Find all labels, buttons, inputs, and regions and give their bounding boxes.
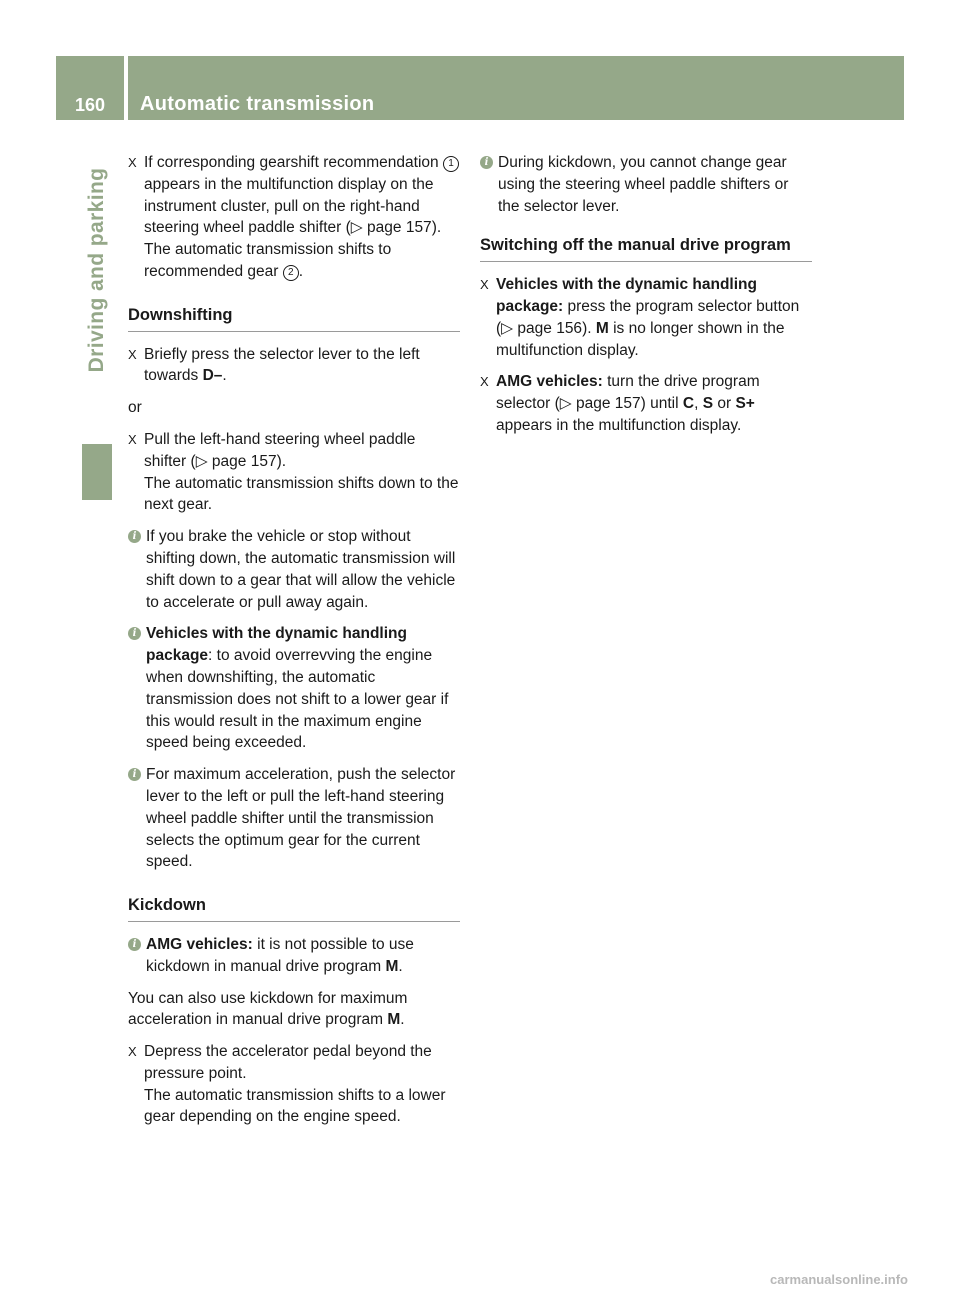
page-ref-link[interactable]: page 157 (575, 395, 641, 413)
instruction-step (128, 344, 460, 388)
step-text: ). (431, 219, 442, 237)
left-column (128, 152, 460, 1138)
program-label: C (682, 395, 695, 413)
chapter-marker-block (82, 444, 112, 500)
program-label: S (702, 395, 714, 413)
step-text: ) until (640, 395, 683, 413)
callout-badge: 1 (443, 156, 459, 172)
callout-badge: 2 (283, 265, 299, 281)
page-ref-link[interactable]: page 156 (517, 319, 583, 337)
step-result: The automatic transmission shifts to recommended gear (144, 241, 392, 280)
program-label: M (595, 319, 609, 337)
or-separator: or (128, 399, 142, 417)
step-text: is no longer shown in the multifunction display. (496, 319, 785, 359)
page-ref-link[interactable]: page 157 (211, 452, 277, 470)
instruction-step (480, 274, 812, 361)
step-bold-text: Vehicles with the dynamic handling package: (496, 276, 757, 315)
info-note (128, 934, 460, 978)
info-icon: i (128, 530, 141, 543)
section-title: Automatic transmission (140, 93, 375, 115)
body-text: . (400, 1011, 405, 1029)
info-icon: i (128, 938, 141, 951)
heading-switching-off: Switching off the manual drive program (480, 235, 812, 262)
step-marker-icon: X (128, 431, 137, 447)
step-bold-text: AMG vehicles: (496, 373, 603, 391)
info-bold-text: AMG vehicles: (146, 935, 253, 953)
page-ref-arrow-icon: ▷ (350, 219, 363, 237)
step-text: Depress the accelerator pedal beyond the pressure point. (144, 1043, 432, 1082)
step-result: The automatic transmission shifts to a lower gear depending on the engine speed. (144, 1086, 446, 1126)
step-text: . (298, 262, 304, 280)
step-marker-icon: X (128, 155, 137, 170)
watermark-footer: carmanualsonline.info (770, 1272, 908, 1287)
instruction-step (128, 429, 460, 516)
info-note (128, 623, 460, 754)
section-header-bar (128, 56, 904, 120)
body-paragraph (128, 988, 460, 1032)
step-text: , (694, 395, 703, 413)
info-text: For maximum acceleration, push the selector lever to the left or pull the left-hand steering wheel paddle shifter until the transmission selects the optimum gear for the current speed. (146, 766, 456, 871)
body-text: You can also use kickdown for maximum acceleration in manual drive program (128, 989, 408, 1029)
right-column (480, 152, 812, 447)
program-label: M (387, 1011, 401, 1029)
info-text: . (398, 957, 403, 975)
page-ref-link[interactable]: page 157 (367, 219, 432, 237)
step-text: ). (276, 452, 287, 470)
info-icon: i (128, 768, 141, 781)
page-number: 160 (74, 95, 106, 115)
step-marker-icon: X (128, 1044, 137, 1060)
info-note (128, 764, 460, 873)
heading-downshifting: Downshifting (128, 305, 460, 332)
page-number-box (56, 56, 124, 120)
step-marker-icon: X (480, 277, 489, 293)
info-note (480, 152, 812, 217)
step-text: Pull the left-hand steering wheel paddle shifter ( (144, 430, 416, 470)
step-result: The automatic transmission shifts down to the next gear. (144, 474, 459, 514)
instruction-step (128, 152, 460, 283)
page-ref-arrow-icon: ▷ (501, 319, 514, 337)
page-ref-arrow-icon: ▷ (195, 452, 208, 470)
step-marker-icon: X (128, 346, 137, 362)
step-text: . (222, 367, 227, 385)
program-label: S+ (735, 395, 755, 413)
step-text: ). (582, 319, 596, 337)
info-text: If you brake the vehicle or stop without shifting down, the automatic transmission will shift down to a gear that will allow the vehicle to accelerate or pull away again. (146, 528, 456, 611)
instruction-step (480, 371, 812, 436)
info-text: it is not possible to use kickdown in manual drive program (146, 935, 414, 975)
step-text: appears in the multifunction display on the instrument cluster, pull on the right-hand steering wheel paddle shifter ( (144, 175, 434, 237)
info-bold-text: Vehicles with the dynamic handling package (146, 625, 407, 665)
step-marker-icon: X (480, 374, 489, 390)
step-text: Briefly press the selector lever to the left towards (144, 345, 420, 385)
info-text: During kickdown, you cannot change gear using the steering wheel paddle shifters or the selector lever. (498, 154, 789, 215)
info-text: : to avoid overrevving the engine when downshifting, the automatic transmission does not shift to a lower gear if this would result in the maximum engine speed being exceeded. (146, 647, 449, 752)
info-icon: i (128, 627, 141, 640)
step-text: If corresponding gearshift recommendation (144, 154, 439, 171)
chapter-title: Driving and parking (85, 167, 108, 373)
step-text: or (713, 395, 736, 413)
instruction-step (128, 1041, 460, 1128)
step-text: turn the drive program selector ( (496, 373, 760, 413)
page-ref-arrow-icon: ▷ (559, 395, 572, 413)
gear-label: D– (202, 367, 223, 385)
info-note (128, 526, 460, 613)
info-icon: i (480, 156, 493, 169)
step-text: appears in the multifunction display. (496, 416, 742, 434)
chapter-side-tab (82, 120, 112, 420)
step-text: press the program selector button ( (496, 297, 800, 337)
program-label: M (385, 957, 399, 975)
heading-kickdown: Kickdown (128, 895, 460, 922)
